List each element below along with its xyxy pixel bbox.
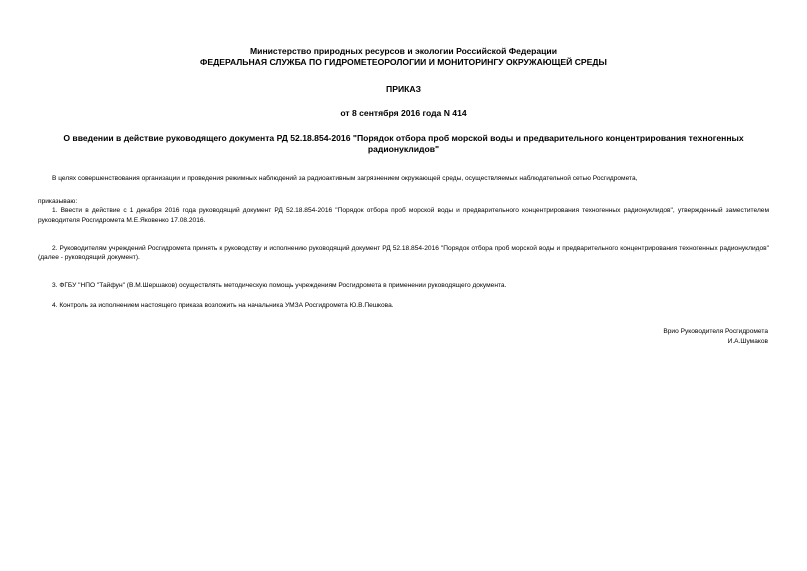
signature-block (663, 327, 768, 347)
document-header (38, 46, 769, 68)
document-type: ПРИКАЗ (386, 84, 421, 94)
order-item-3: 3. ФГБУ "НПО "Тайфун" (В.М.Шершаков) осуществлять методическую помощь учреждениям Росгидромета в применении руководящего документа. (52, 282, 507, 290)
signatory-position: Врио Руководителя Росгидромета (663, 328, 768, 335)
ministry-name: Министерство природных ресурсов и экологии Российской Федерации (250, 46, 557, 56)
order-item-4: 4. Контроль за исполнением настоящего приказа возложить на начальника УМЗА Росгидромета Ю.В.Пешкова. (52, 302, 394, 310)
order-word: приказываю: (38, 198, 78, 206)
document-body (38, 174, 769, 311)
service-name: ФЕДЕРАЛЬНАЯ СЛУЖБА ПО ГИДРОМЕТЕОРОЛОГИИ И МОНИТОРИНГУ ОКРУЖАЮЩЕЙ СРЕДЫ (200, 57, 607, 67)
signatory-name: И.А.Шумаков (727, 338, 768, 345)
order-item-1: 1. Ввести в действие с 1 декабря 2016 года руководящий документ РД 52.18.854-2016 "Порядок отбора проб морской воды и предварительного концентрирования техногенных радионуклидов", утвержденный заместителем руководителя Росгидромета М.Е.Яковенко 17.08.2016. (38, 207, 769, 224)
document-subject: О введении в действие руководящего документа РД 52.18.854-2016 "Порядок отбора проб морской воды и предварительного концентрирования техногенных радионуклидов" (63, 133, 744, 154)
order-item-2: 2. Руководителям учреждений Росгидромета принять к руководству и исполнению руководящий документ РД 52.18.854-2016 "Порядок отбора проб морской воды и предварительного концентрирования техногенных радионуклидов" (далее - руководящий документ). (38, 244, 769, 262)
preamble-paragraph: В целях совершенствования организации и проведения режимных наблюдений за радиоактивным загрязнением окружающей среды, осуществляемых наблюдательной сетью Росгидромета, (52, 175, 638, 182)
document-date-number: от 8 сентября 2016 года N 414 (340, 108, 467, 118)
